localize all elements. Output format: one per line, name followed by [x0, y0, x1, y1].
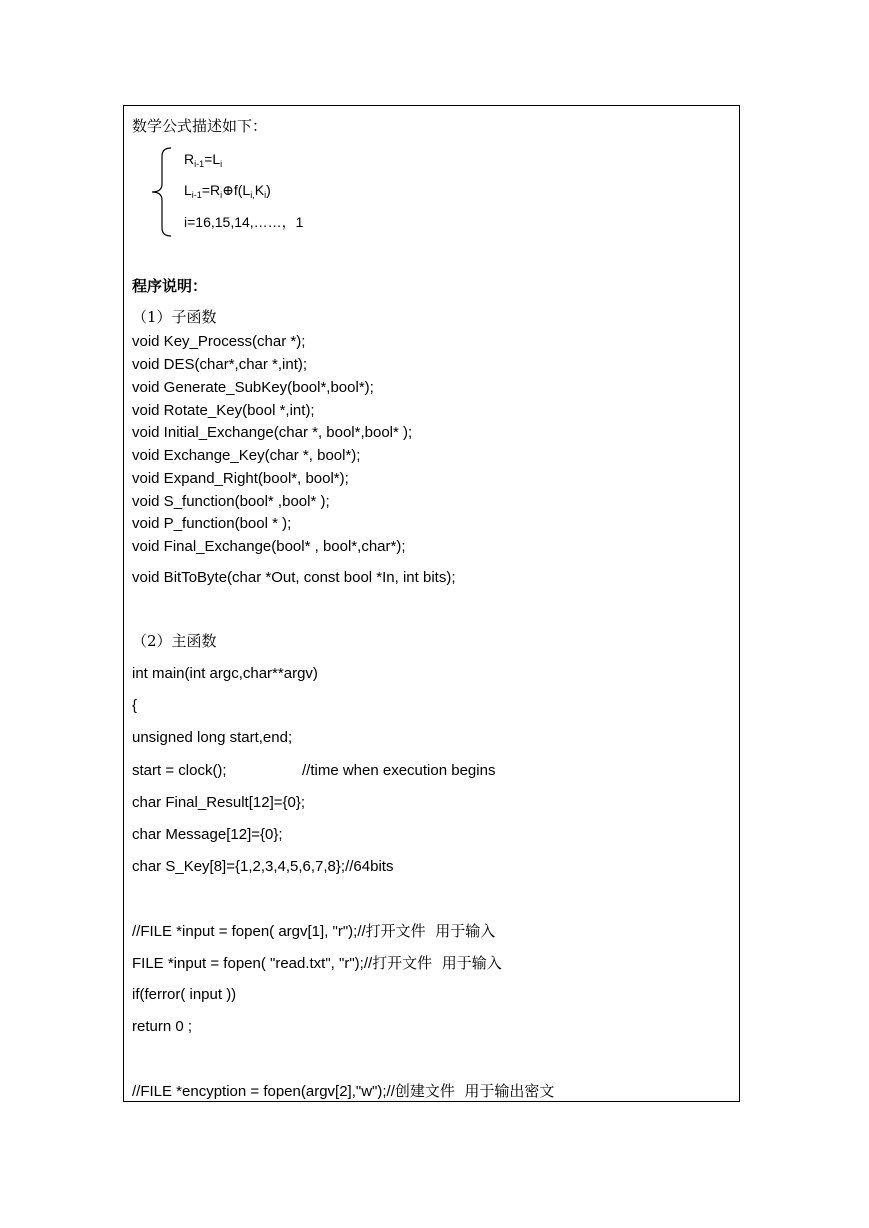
code-line: void Rotate_Key(bool *,int); — [132, 402, 315, 419]
code-line: unsigned long start,end; — [132, 729, 293, 746]
code-line: return 0 ; — [132, 1018, 193, 1035]
sub-heading: （1）子函数 — [132, 308, 217, 326]
code-line: void P_function(bool * ); — [132, 515, 292, 532]
code-line: void DES(char*,char *,int); — [132, 356, 308, 373]
code-line: void S_function(bool* ,bool* ); — [132, 493, 330, 510]
document-box — [123, 105, 740, 1102]
code-line: void BitToByte(char *Out, const bool *In, int bits); — [132, 569, 456, 586]
code-line: void Initial_Exchange(char *, bool*,bool* ); — [132, 424, 413, 441]
formula-line-2: $L_{i-1}=R_i\oplus f(L_{i,}K_i)$ — [184, 182, 271, 200]
code-line: void Final_Exchange(bool* , bool*,char*); — [132, 538, 406, 555]
intro-text: 数学公式描述如下： — [132, 117, 268, 135]
code-line: if(ferror( input )) — [132, 986, 237, 1003]
code-line: void Key_Process(char *); — [132, 333, 306, 350]
code-line: FILE *input = fopen( "read.txt", "r");//打开文件 用于输入 — [132, 954, 502, 972]
code-line: char Message[12]={0}; — [132, 826, 283, 843]
code-line: //FILE *input = fopen( argv[1], "r");//打开文件 用于输入 — [132, 922, 496, 940]
code-line: void Exchange_Key(char *, bool*); — [132, 447, 361, 464]
code-line: char Final_Result[12]={0}; — [132, 794, 306, 811]
formula-line-3: i=16,15,14,……，1 — [184, 214, 304, 230]
formula-line-1: $R_{i-1}=L_i$ — [184, 151, 223, 169]
code-line: void Generate_SubKey(bool*,bool*); — [132, 379, 374, 396]
code-line: { — [132, 697, 138, 714]
code-line: char S_Key[8]={1,2,3,4,5,6,7,8};//64bits — [132, 858, 394, 875]
code-line: int main(int argc,char**argv) — [132, 665, 318, 682]
main-heading: （2）主函数 — [132, 632, 217, 650]
left-brace-icon — [144, 146, 174, 238]
code-line: start = clock(); //time when execution begins — [132, 762, 496, 779]
section-title: 程序说明： — [132, 277, 208, 295]
code-line: //FILE *encyption = fopen(argv[2],"w");//创建文件 用于输出密文 — [132, 1082, 555, 1100]
code-line: void Expand_Right(bool*, bool*); — [132, 470, 349, 487]
